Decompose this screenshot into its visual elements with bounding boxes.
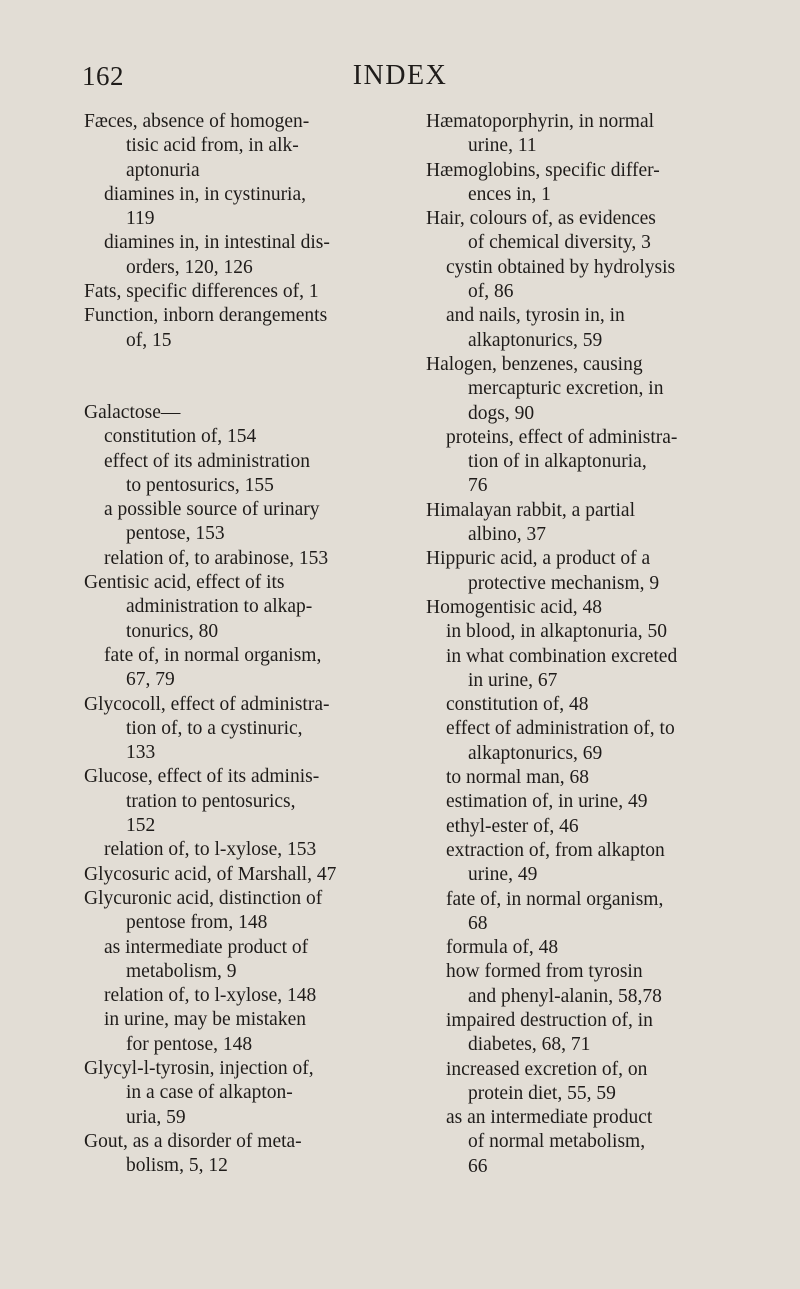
index-column-left — [84, 110, 406, 1178]
index-subentry: relation of, to arabinose, 153 — [104, 547, 329, 569]
index-subentry: proteins, effect of administra- — [446, 426, 678, 448]
index-subentry: as intermediate product of — [104, 936, 309, 958]
index-entry-continuation: urine, 49 — [468, 864, 538, 886]
index-subentry: to normal man, 68 — [446, 767, 589, 789]
index-subentry: fate of, in normal organism, — [104, 644, 322, 666]
index-subentry: cystin obtained by hydrolysis — [446, 256, 676, 278]
index-entry-continuation: protective mechanism, 9 — [468, 572, 660, 594]
index-entry-continuation: 68 — [468, 912, 488, 934]
index-entry-continuation: and phenyl-alanin, 58,78 — [468, 985, 662, 1007]
index-entry-continuation: tisic acid from, in alk- — [126, 135, 299, 157]
running-title: INDEX — [352, 60, 448, 91]
page-number: 162 — [82, 61, 124, 91]
index-subentry: effect of administration of, to — [446, 718, 675, 740]
index-subentry: estimation of, in urine, 49 — [446, 791, 648, 813]
index-column-right — [426, 110, 756, 1179]
index-subentry: a possible source of urinary — [104, 499, 320, 521]
index-entry-heading: Gout, as a disorder of meta- — [84, 1130, 302, 1152]
index-subentry: in blood, in alkaptonuria, 50 — [446, 621, 667, 643]
index-entry-continuation: in urine, 67 — [468, 669, 558, 691]
index-entry-continuation: 76 — [468, 475, 488, 497]
index-entry-continuation: tration to pentosurics, — [126, 790, 296, 812]
index-entry-continuation: pentose from, 148 — [126, 912, 268, 934]
index-entry-continuation: orders, 120, 126 — [126, 256, 253, 278]
index-subentry: and nails, tyrosin in, in — [446, 305, 625, 327]
index-entry-continuation: protein diet, 55, 59 — [468, 1082, 616, 1104]
index-subentry: in what combination excreted — [446, 645, 678, 667]
index-entry-heading: Fats, specific differences of, 1 — [84, 281, 319, 303]
index-entry-continuation: diabetes, 68, 71 — [468, 1034, 591, 1056]
index-entry-continuation: aptonuria — [126, 159, 200, 181]
index-entry-continuation: for pentose, 148 — [126, 1033, 253, 1055]
index-entry-heading: Halogen, benzenes, causing — [426, 353, 643, 375]
index-entry-continuation: alkaptonurics, 69 — [468, 742, 603, 764]
index-entry-continuation: pentose, 153 — [126, 523, 225, 545]
index-entry-heading: Function, inborn derangements — [84, 305, 328, 327]
index-entry-continuation: 66 — [468, 1155, 488, 1177]
index-entry-continuation: albino, 37 — [468, 524, 546, 546]
index-entry-continuation: 133 — [126, 742, 156, 764]
index-subentry: diamines in, in intestinal dis- — [104, 232, 330, 254]
index-entry-continuation: of chemical diversity, 3 — [468, 232, 651, 254]
index-entry-continuation: 119 — [126, 208, 155, 230]
index-entry-heading: Glucose, effect of its adminis- — [84, 766, 320, 788]
index-entry-continuation: bolism, 5, 12 — [126, 1155, 228, 1177]
index-subentry: diamines in, in cystinuria, — [104, 183, 307, 205]
index-entry-continuation: metabolism, 9 — [126, 960, 237, 982]
index-subentry: constitution of, 154 — [104, 426, 257, 448]
index-entry-continuation: uria, 59 — [126, 1106, 186, 1128]
index-subentry: how formed from tyrosin — [446, 961, 643, 983]
index-entry-heading: Himalayan rabbit, a partial — [426, 499, 635, 521]
page-header — [0, 58, 800, 98]
index-entry-continuation: to pentosurics, 155 — [126, 474, 274, 496]
index-entry-heading: Homogentisic acid, 48 — [426, 596, 603, 618]
index-subentry: relation of, to l-xylose, 148 — [104, 985, 317, 1007]
index-entry-heading: Glycuronic acid, distinction of — [84, 887, 323, 909]
index-entry-heading: Glycosuric acid, of Marshall, 47 — [84, 863, 337, 885]
index-entry-continuation: of, 86 — [468, 281, 514, 303]
index-entry-heading: Galactose— — [84, 401, 181, 423]
index-entry-heading: Glycocoll, effect of administra- — [84, 693, 330, 715]
index-subentry: fate of, in normal organism, — [446, 888, 664, 910]
index-subentry: impaired destruction of, in — [446, 1009, 653, 1031]
index-entry-continuation: of normal metabolism, — [468, 1131, 646, 1153]
index-entry-continuation: tion of, to a cystinuric, — [126, 717, 303, 739]
index-entry-continuation: mercapturic excretion, in — [468, 378, 664, 400]
index-subentry: ethyl-ester of, 46 — [446, 815, 579, 837]
index-entry-continuation: alkaptonurics, 59 — [468, 329, 603, 351]
section-gap — [84, 353, 406, 401]
index-entry-continuation: administration to alkap- — [126, 596, 313, 618]
index-entry-continuation: of, 15 — [126, 329, 172, 351]
index-entry-continuation: tonurics, 80 — [126, 620, 219, 642]
index-subentry: relation of, to l-xylose, 153 — [104, 839, 317, 861]
index-entry-continuation: dogs, 90 — [468, 402, 535, 424]
index-entry-heading: Gentisic acid, effect of its — [84, 572, 285, 594]
index-entry-heading: Fæces, absence of homogen- — [84, 111, 310, 132]
index-entry-heading: Hippuric acid, a product of a — [426, 548, 651, 570]
index-entry-continuation: urine, 11 — [468, 135, 537, 157]
index-entry-heading: Hæmatoporphyrin, in normal — [426, 111, 655, 132]
index-entry-heading: Hæmoglobins, specific differ- — [426, 159, 660, 181]
index-subentry: extraction of, from alkapton — [446, 839, 665, 861]
index-subentry: as an intermediate product — [446, 1107, 653, 1129]
index-entry-continuation: 152 — [126, 815, 156, 837]
index-subentry: effect of its administration — [104, 450, 310, 472]
index-entry-continuation: 67, 79 — [126, 669, 175, 691]
index-entry-heading: Hair, colours of, as evidences — [426, 208, 656, 230]
index-entry-heading: Glycyl-l-tyrosin, injection of, — [84, 1057, 314, 1079]
index-subentry: increased excretion of, on — [446, 1058, 648, 1080]
index-subentry: formula of, 48 — [446, 937, 559, 959]
index-subentry: constitution of, 48 — [446, 694, 589, 716]
index-entry-continuation: tion of in alkaptonuria, — [468, 451, 647, 473]
index-entry-continuation: ences in, 1 — [468, 183, 551, 205]
index-subentry: in urine, may be mistaken — [104, 1009, 306, 1031]
index-entry-continuation: in a case of alkapton- — [126, 1082, 293, 1104]
